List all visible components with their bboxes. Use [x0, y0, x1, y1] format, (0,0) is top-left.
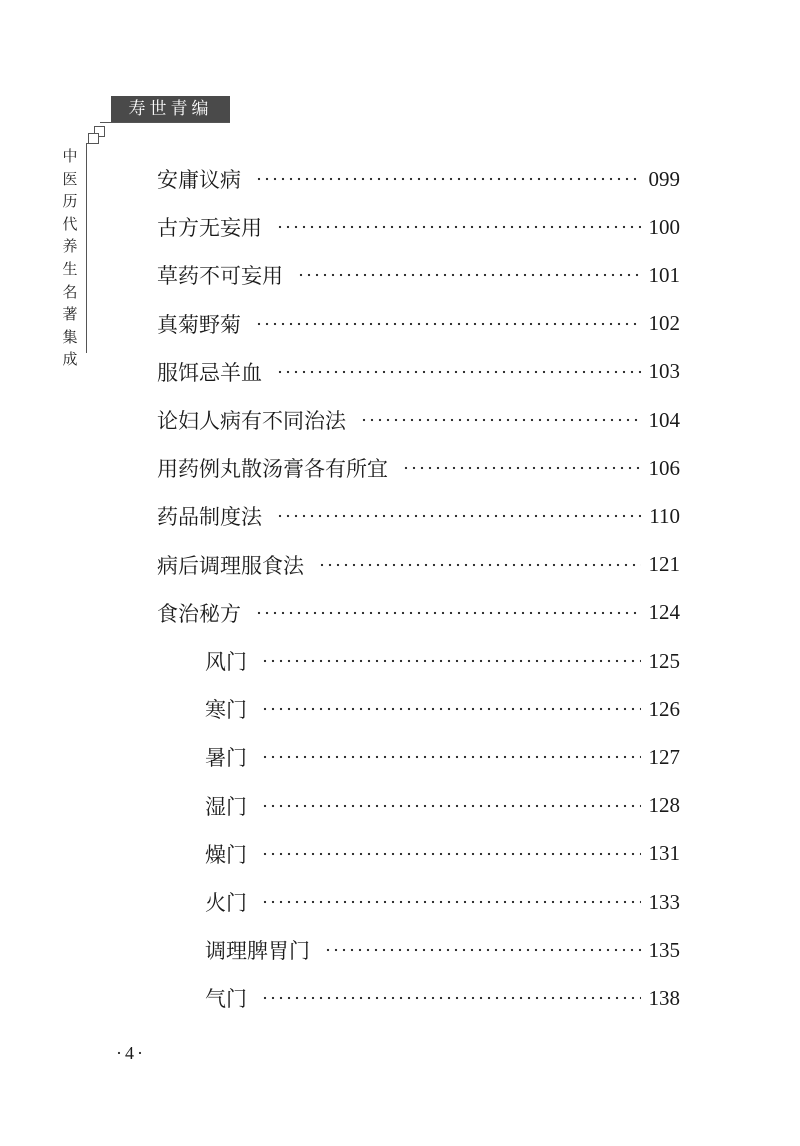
series-title-char: 代: [62, 214, 78, 233]
toc-dot-leader: [261, 755, 641, 759]
toc-entry-title: 气门: [205, 987, 247, 1012]
toc-dot-leader: [255, 322, 641, 326]
toc-entry[interactable]: [157, 451, 680, 485]
page-number: ·4·: [116, 1043, 146, 1063]
series-title-char: 生: [62, 259, 78, 278]
toc-entry-page: 135: [648, 937, 680, 962]
toc-entry-title: 真菊野菊: [157, 312, 241, 337]
toc-entry-title: 湿门: [205, 794, 247, 819]
toc-entry[interactable]: [205, 789, 680, 823]
toc-entry[interactable]: [157, 596, 680, 630]
frame-left-line: [86, 143, 87, 353]
toc-entry-title: 用药例丸散汤膏各有所宜: [157, 457, 388, 482]
book-title: 寿世青编: [128, 99, 213, 119]
toc-entry-title: 草药不可妄用: [157, 264, 283, 289]
toc-entry-page: 133: [648, 889, 680, 914]
toc-dot-leader: [276, 370, 641, 374]
toc-dot-leader: [261, 707, 641, 711]
toc-entry-page: 103: [648, 359, 680, 384]
frame-top-line: [100, 122, 230, 123]
toc-entry-title: 药品制度法: [157, 505, 262, 530]
toc-dot-leader: [261, 659, 641, 663]
toc-entry-title: 暑门: [205, 746, 247, 771]
toc-entry[interactable]: [157, 403, 680, 437]
toc-dot-leader: [402, 466, 641, 470]
toc-entry-page: 099: [648, 166, 680, 191]
series-title-char: 名: [62, 282, 78, 301]
toc-entry[interactable]: [157, 307, 680, 341]
toc-dot-leader: [261, 852, 641, 856]
toc-entry[interactable]: [157, 499, 680, 533]
toc-entry[interactable]: [205, 740, 680, 774]
toc-entry-page: 125: [648, 648, 680, 673]
toc-entry[interactable]: [157, 258, 680, 292]
toc-entry[interactable]: [205, 981, 680, 1015]
toc-entry-title: 病后调理服食法: [157, 553, 304, 578]
toc-entry-page: 110: [649, 503, 680, 528]
series-title-char: 著: [62, 305, 78, 324]
toc-entry-page: 124: [648, 600, 680, 625]
toc-dot-leader: [297, 273, 641, 277]
toc-entry[interactable]: [205, 885, 680, 919]
toc-entry[interactable]: [157, 355, 680, 389]
toc-entry[interactable]: [205, 644, 680, 678]
toc-dot-leader: [276, 225, 641, 229]
toc-dot-leader: [255, 611, 641, 615]
toc-entry-page: 106: [648, 455, 680, 480]
toc-entry[interactable]: [157, 162, 680, 196]
toc-entry-page: 102: [648, 311, 680, 336]
toc-entry-title: 服饵忌羊血: [157, 360, 262, 385]
series-title-char: 中: [62, 147, 78, 165]
toc-entry-page: 126: [648, 696, 680, 721]
toc-entry-title: 古方无妄用: [157, 216, 262, 241]
series-title: [58, 145, 82, 371]
toc-dot-leader: [324, 948, 641, 952]
toc-entry[interactable]: [157, 548, 680, 582]
toc-entry-page: 131: [648, 841, 680, 866]
toc-entry[interactable]: [157, 210, 680, 244]
toc-dot-leader: [255, 177, 641, 181]
toc-entry-title: 火门: [205, 891, 247, 915]
frame-left-top-line: [86, 143, 90, 144]
toc-entry-title: 安庸议病: [157, 168, 241, 192]
toc-dot-leader: [318, 563, 641, 567]
toc-dot-leader: [261, 996, 641, 1000]
toc-dot-leader: [276, 514, 641, 518]
toc-entry-title: 风门: [205, 650, 247, 674]
toc-entry[interactable]: [205, 933, 680, 967]
toc-dot-leader: [360, 418, 641, 422]
toc-entry-title: 调理脾胃门: [205, 939, 310, 964]
toc-dot-leader: [261, 804, 641, 808]
toc-entry[interactable]: [205, 837, 680, 871]
book-title-box: [111, 96, 230, 122]
toc-entry-page: 127: [648, 744, 680, 769]
toc-entry-title: 食治秘方: [157, 601, 241, 626]
series-title-char: 历: [62, 192, 78, 211]
toc-entry[interactable]: [205, 692, 680, 726]
toc-dot-leader: [261, 900, 641, 904]
toc-entry-page: 128: [648, 793, 680, 818]
toc-entry-page: 121: [648, 552, 680, 577]
toc-entry-page: 138: [648, 985, 680, 1010]
toc-entry-title: 寒门: [205, 698, 247, 723]
toc-entry-page: 104: [648, 407, 680, 432]
series-title-char: 成: [62, 350, 78, 369]
toc-entry-page: 100: [648, 214, 680, 239]
toc-entry-title: 论妇人病有不同治法: [157, 409, 346, 433]
series-title-char: 养: [62, 237, 78, 256]
series-title-char: 集: [62, 327, 78, 346]
series-title-char: 医: [62, 169, 78, 188]
toc-entry-page: 101: [648, 262, 680, 287]
toc-entry-title: 燥门: [205, 842, 247, 867]
